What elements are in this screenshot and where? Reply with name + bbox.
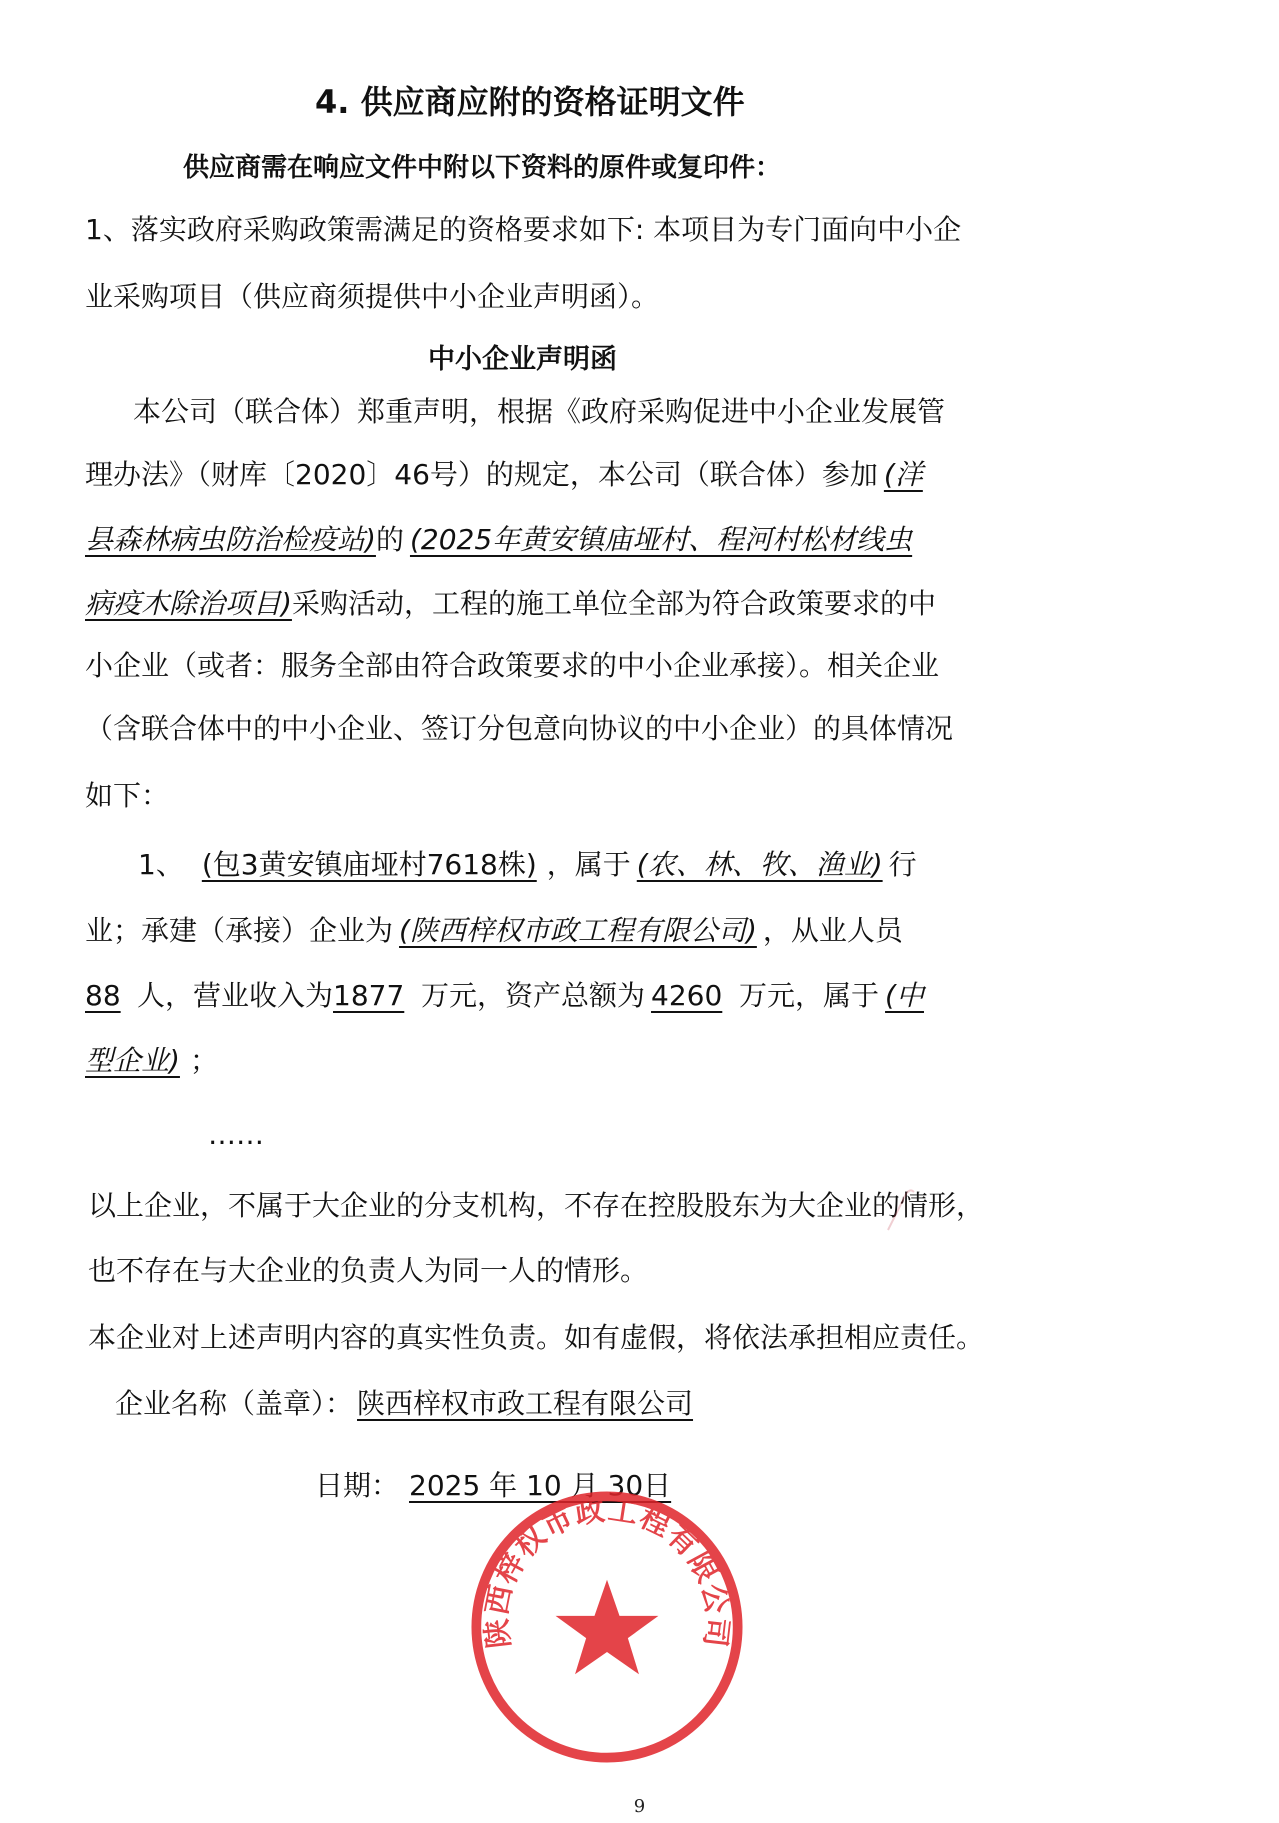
scan-artifact bbox=[880, 1180, 920, 1240]
para-line-6: （含联合体中的中小企业、签订分包意向协议的中小企业）的具体情况 bbox=[85, 712, 954, 745]
fill-revenue: 1877 bbox=[333, 979, 405, 1012]
fill-project-part1: (2025年黄安镇庙垭村、程河村松材线虫 bbox=[409, 523, 913, 556]
section-title: 4. 供应商应附的资格证明文件 bbox=[315, 83, 745, 121]
fill-buyer-part1: (洋 bbox=[883, 458, 923, 491]
para-line-5: 小企业（或者：服务全部由符合政策要求的中小企业承接）。相关企业 bbox=[85, 649, 940, 682]
enterprise-revenue-label: 人，营业收入为 bbox=[137, 979, 334, 1012]
enterprise-line-1 bbox=[138, 845, 917, 885]
para-line-3 bbox=[85, 520, 912, 560]
seal-star-icon bbox=[556, 1580, 659, 1675]
ellipsis: …… bbox=[208, 1118, 264, 1151]
fill-size-part1: (中 bbox=[885, 979, 924, 1012]
enterprise-belong-text: ，属于 bbox=[546, 848, 631, 881]
enterprise-number: 1、 bbox=[138, 848, 184, 881]
closing-line-3: 本企业对上述声明内容的真实性负责。如有虚假，将依法承担相应责任。 bbox=[88, 1321, 985, 1354]
para-line-2 bbox=[85, 455, 923, 495]
page-number: 9 bbox=[633, 1796, 646, 1817]
fill-assets: 4260 bbox=[651, 979, 723, 1012]
enterprise-size-label: 万元，属于 bbox=[739, 979, 880, 1012]
enterprise-hang-text: 行 bbox=[888, 848, 917, 881]
fill-project-part2: 病疫木除治项目) bbox=[85, 587, 292, 620]
date-label: 日期： bbox=[315, 1469, 400, 1502]
enterprise-staff-label: ，从业人员 bbox=[762, 914, 903, 947]
section-subtitle: 供应商需在响应文件中附以下资料的原件或复印件： bbox=[183, 153, 782, 183]
closing-line-1: 以上企业，不属于大企业的分支机构，不存在控股股东为大企业的情形， bbox=[88, 1189, 985, 1222]
para-line-4 bbox=[85, 584, 936, 624]
date-value: 2025 年 10 月 30日 bbox=[409, 1469, 672, 1502]
signature-company-name: 陕西梓权市政工程有限公司 bbox=[357, 1387, 694, 1420]
requirement-line-1: 1、落实政府采购政策需满足的资格要求如下: 本项目为专门面向中小企 bbox=[85, 213, 962, 246]
para-line-4-text: 采购活动，工程的施工单位全部为符合政策要求的中 bbox=[291, 587, 936, 620]
signature-label: 企业名称（盖章）： bbox=[115, 1387, 354, 1420]
closing-line-2: 也不存在与大企业的负责人为同一人的情形。 bbox=[88, 1254, 649, 1287]
fill-size-part2: 型企业) bbox=[85, 1044, 180, 1077]
fill-subject: (包3黄安镇庙垭村7618株) bbox=[201, 848, 537, 881]
enterprise-line-end: ； bbox=[189, 1044, 218, 1077]
para-line-2-text: 理办法》（财库〔2020〕46号）的规定，本公司（联合体）参加 bbox=[85, 458, 878, 491]
fill-industry: (农、林、牧、渔业) bbox=[636, 848, 883, 881]
signature-line bbox=[115, 1384, 697, 1424]
enterprise-assets-label: 万元，资产总额为 bbox=[421, 979, 646, 1012]
para-line-3-text: 的 bbox=[375, 523, 404, 556]
letter-title: 中小企业声明函 bbox=[428, 344, 617, 375]
enterprise-line-2 bbox=[85, 911, 903, 951]
seal-lettering: 陕西梓权市政工程有限公司 bbox=[479, 1492, 735, 1651]
para-line-1: 本公司（联合体）郑重声明，根据《政府采购促进中小企业发展管 bbox=[133, 395, 946, 428]
fill-staff-count: 88 bbox=[85, 979, 121, 1012]
fill-company: (陕西梓权市政工程有限公司) bbox=[399, 914, 757, 947]
enterprise-line-3 bbox=[85, 976, 924, 1016]
enterprise-contractor-label: 业；承建（承接）企业为 bbox=[85, 914, 394, 947]
para-line-7: 如下： bbox=[85, 779, 170, 812]
fill-buyer-part2: 县森林病虫防治检疫站) bbox=[85, 523, 376, 556]
requirement-line-2: 业采购项目（供应商须提供中小企业声明函）。 bbox=[85, 280, 660, 313]
enterprise-line-4 bbox=[85, 1041, 218, 1081]
company-seal-stamp bbox=[468, 1488, 746, 1766]
